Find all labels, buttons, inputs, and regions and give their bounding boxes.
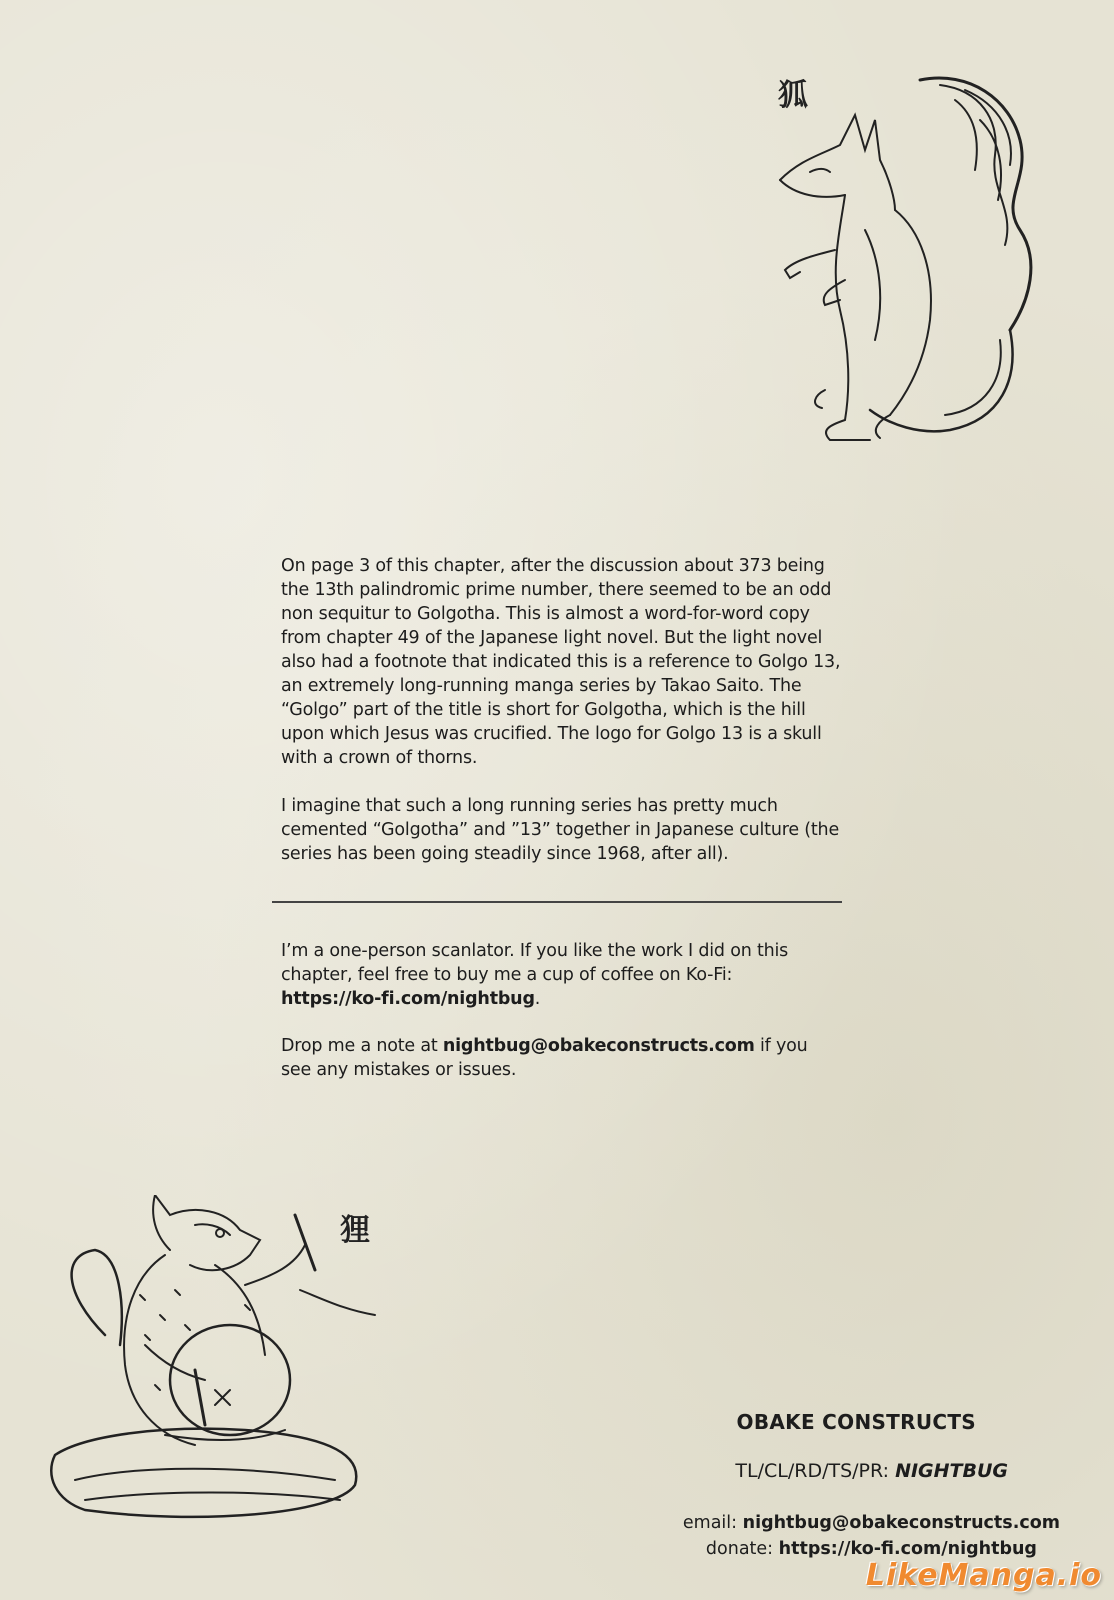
fox-illustration	[770, 60, 1070, 460]
tanuki-illustration	[45, 1195, 390, 1525]
donate-label: donate:	[705, 1539, 779, 1559]
contact-text-start: Drop me a note at	[281, 1036, 443, 1056]
credits-email-link[interactable]: nightbug@obakeconstructs.com	[742, 1513, 1060, 1533]
section-divider	[272, 901, 842, 903]
tanuki-kanji-label: 狸	[340, 1213, 370, 1248]
roles-credit	[735, 1460, 1008, 1482]
org-name: OBAKE CONSTRUCTS	[736, 1410, 976, 1434]
contact-paragraph	[281, 1034, 841, 1082]
note-paragraph-1	[281, 554, 841, 770]
roles-label: TL/CL/RD/TS/PR:	[735, 1460, 896, 1482]
email-label: email:	[682, 1513, 743, 1533]
note-text-2: I imagine that such a long running series has pretty much cemented “Golgotha” and ”13” together in Japanese culture (the series has been going steadily since 1968, after all).	[281, 796, 840, 864]
note-text-1: On page 3 of this chapter, after the discussion about 373 being the 13th palindromic prime number, there seemed to be an odd non sequitur to Golgotha. This is almost a word-for-word copy from chapter 49 of the Japanese light novel. But the light novel also had a footnote that indicated this is a reference to Golgo 13, an extremely long-running manga series by Takao Saito. The “Golgo” part of the title is short for Golgotha, which is the hill upon which Jesus was crucified. The logo for Golgo 13 is a skull with a crown of thorns.	[281, 556, 841, 768]
support-text: I’m a one-person scanlator. If you like the work I did on this chapter, feel free to buy me a cup of coffee on Ko-Fi:	[281, 941, 789, 985]
support-paragraph	[281, 939, 841, 1011]
support-period: .	[534, 989, 541, 1009]
contact-email-link[interactable]: nightbug@obakeconstructs.com	[442, 1036, 755, 1056]
note-paragraph-2	[281, 794, 841, 866]
contact-credits	[683, 1510, 1060, 1562]
watermark: LikeManga.io	[865, 1558, 1102, 1593]
kofi-link[interactable]: https://ko-fi.com/nightbug	[281, 989, 535, 1009]
credits-donate-link[interactable]: https://ko-fi.com/nightbug	[778, 1539, 1037, 1559]
fox-kanji-label: 狐	[778, 78, 808, 113]
contact-text-end: if you see any mistakes or issues.	[281, 1036, 808, 1080]
roles-name: NIGHTBUG	[895, 1460, 1008, 1482]
